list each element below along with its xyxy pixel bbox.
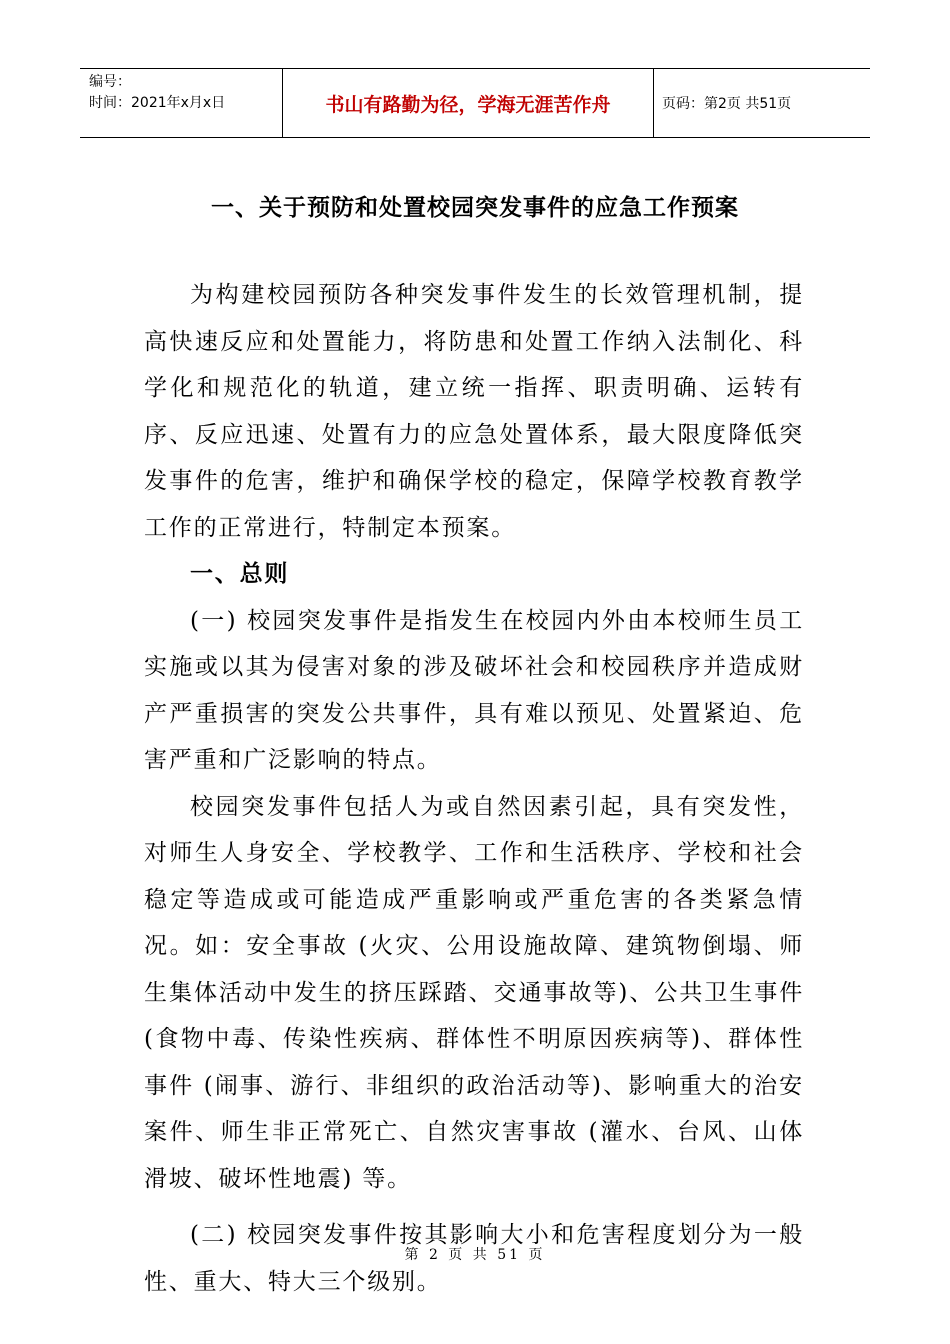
page-header (80, 68, 870, 138)
document-body (144, 272, 804, 1305)
intro-paragraph: 为构建校园预防各种突发事件发生的长效管理机制，提高快速反应和处置能力，将防患和处置工作纳入法制化、科学化和规范化的轨道，建立统一指挥、职责明确、运转有序、反应迅速、处置有力的应急处置体系，最大限度降低突发事件的危害，维护和确保学校的稳定，保障学校教育教学工作的正常进行，特制定本预案。 (144, 282, 804, 541)
header-meta (80, 69, 282, 137)
document-title: 一、关于预防和处置校园突发事件的应急工作预案 (211, 194, 739, 221)
header-motto: 书山有路勤为径，学海无涯苦作舟 (282, 69, 654, 137)
paragraph-categories: 校园突发事件包括人为或自然因素引起，具有突发性，对师生人身安全、学校教学、工作和生活秩序、学校和社会稳定等造成或可能造成严重影响或严重危害的各类紧急情况。如：安全事故 (火灾、公用设施故障、建筑物倒塌、师生集体活动中发生的挤压踩踏、交通事故等)、公共卫生事件 (食物中毒、传染性疾病、群体性不明原因疾病等)、群体性事件 (闹事、游行、非组织的政治活动等)、影响重大的治安案件、师生非正常死亡、自然灾害事故 (灌水、台风、山体滑坡、破坏性地震) 等。 (144, 793, 804, 1192)
time-label: 时间：2021年x月x日 (89, 95, 226, 111)
paragraph-levels: (二) 校园突发事件按其影响大小和危害程度划分为一般性、重大、特大三个级别。 (144, 1222, 804, 1295)
header-page-info: 页码：第2页 共51页 (662, 96, 792, 112)
section-heading-general: 一、总则 (190, 560, 290, 587)
page-footer: 第 2 页 共 51 页 (404, 1247, 546, 1263)
paragraph-definition: (一) 校园突发事件是指发生在校园内外由本校师生员工实施或以其为侵害对象的涉及破坏社会和校园秩序并造成财产严重损害的突发公共事件，具有难以预见、处置紧迫、危害严重和广泛影响的特点。 (144, 607, 804, 773)
number-label: 编号： (89, 74, 131, 90)
